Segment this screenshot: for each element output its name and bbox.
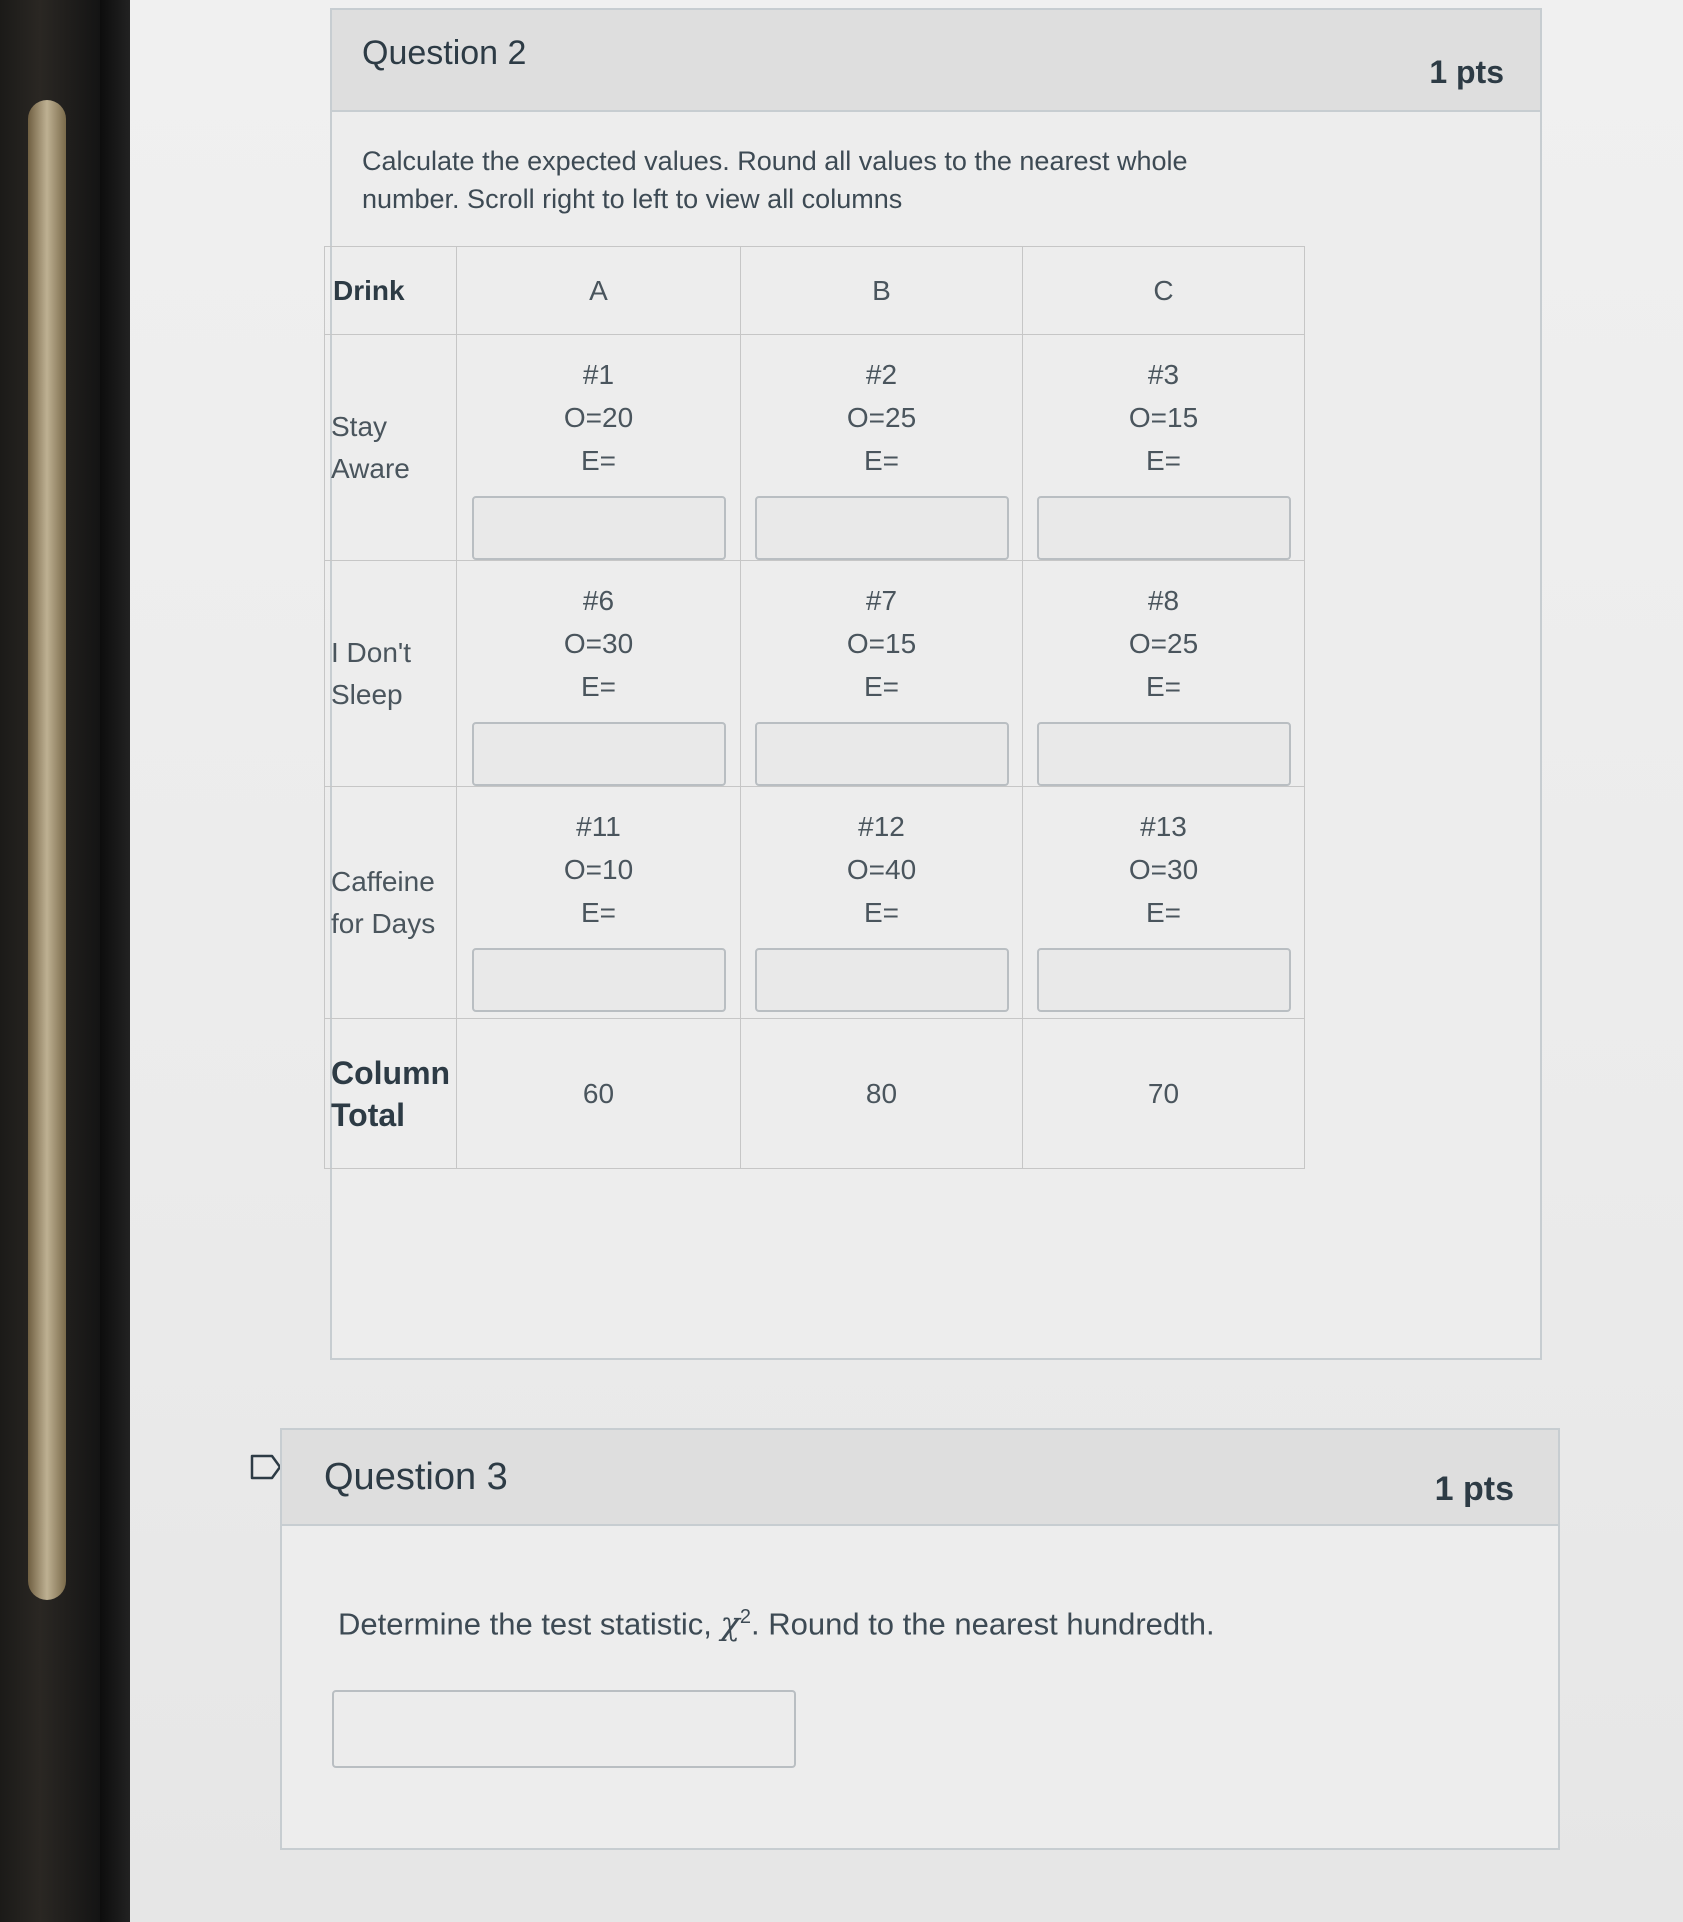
expected-input-2[interactable]	[755, 496, 1009, 560]
screen-edge	[100, 0, 130, 1922]
cell-expected-label: E=	[863, 445, 900, 476]
table-cell	[741, 561, 1023, 787]
column-header: A	[457, 247, 741, 335]
expected-input-1[interactable]	[472, 496, 726, 560]
question-2-header	[332, 10, 1540, 112]
cell-id: #12	[858, 811, 905, 842]
chi-symbol: χ	[720, 1604, 740, 1643]
question-3-header	[282, 1430, 1558, 1526]
cell-observed: O=25	[846, 402, 917, 433]
cell-id: #2	[865, 359, 898, 390]
table-cell	[457, 335, 741, 561]
expected-input-13[interactable]	[1037, 948, 1291, 1012]
cell-expected-label: E=	[1145, 897, 1182, 928]
question-title: Question 2	[362, 34, 527, 72]
table-header-row	[325, 247, 1305, 335]
table-cell	[457, 561, 741, 787]
table-cell	[457, 787, 741, 1019]
prompt-text-end: . Round to the nearest hundredth.	[751, 1606, 1215, 1642]
cell-expected-label: E=	[580, 671, 617, 702]
screen	[130, 0, 1683, 1922]
flag-outline-icon	[250, 1454, 282, 1480]
expected-input-6[interactable]	[472, 722, 726, 786]
table-cell	[1023, 335, 1305, 561]
corner-header: Drink	[325, 247, 457, 335]
chi-superscript: 2	[739, 1606, 751, 1628]
row-header: Column Total	[325, 1019, 457, 1169]
question-prompt: Calculate the expected values. Round all values to the nearest whole number. Scroll right to left to view all columns	[362, 146, 1188, 214]
question-points: 1 pts	[1434, 1470, 1514, 1508]
table-cell	[1023, 787, 1305, 1019]
expected-input-12[interactable]	[755, 948, 1009, 1012]
cell-observed: O=25	[1128, 628, 1199, 659]
question-title: Question 3	[324, 1456, 508, 1498]
row-header: Stay Aware	[325, 335, 457, 561]
cell-expected-label: E=	[1145, 671, 1182, 702]
cell-observed: O=20	[563, 402, 634, 433]
cell-id: #8	[1147, 585, 1180, 616]
cell-id: #7	[865, 585, 898, 616]
table-row	[325, 561, 1305, 787]
column-header: B	[741, 247, 1023, 335]
column-total-value: 70	[1023, 1019, 1305, 1169]
expected-input-8[interactable]	[1037, 722, 1291, 786]
table-cell	[1023, 561, 1305, 787]
row-header: I Don't Sleep	[325, 561, 457, 787]
column-total-row	[325, 1019, 1305, 1169]
question-2-card	[330, 8, 1542, 1360]
table-cell	[741, 335, 1023, 561]
contingency-table	[324, 246, 1305, 1169]
expected-input-11[interactable]	[472, 948, 726, 1012]
row-header: Caffeine for Days	[325, 787, 457, 1019]
cell-expected-label: E=	[863, 897, 900, 928]
table-row	[325, 787, 1305, 1019]
cell-id: #6	[582, 585, 615, 616]
flag-question-3-icon[interactable]	[250, 1454, 282, 1480]
prompt-text: Determine the test statistic,	[338, 1606, 721, 1642]
cell-id: #11	[576, 811, 621, 842]
cell-observed: O=30	[1128, 854, 1199, 885]
cell-expected-label: E=	[580, 445, 617, 476]
cell-id: #13	[1140, 811, 1187, 842]
cell-expected-label: E=	[863, 671, 900, 702]
cell-observed: O=15	[846, 628, 917, 659]
cell-id: #3	[1147, 359, 1180, 390]
question-3-card	[280, 1428, 1560, 1850]
expected-input-7[interactable]	[755, 722, 1009, 786]
column-total-value: 80	[741, 1019, 1023, 1169]
cell-observed: O=10	[563, 854, 634, 885]
expected-input-3[interactable]	[1037, 496, 1291, 560]
table-cell	[741, 787, 1023, 1019]
question-points: 1 pts	[1429, 54, 1504, 90]
question-prompt	[338, 1598, 1215, 1643]
table-row	[325, 335, 1305, 561]
column-total-value: 60	[457, 1019, 741, 1169]
cell-id: #1	[582, 359, 615, 390]
cell-expected-label: E=	[580, 897, 617, 928]
cell-observed: O=40	[846, 854, 917, 885]
bezel-reflection	[28, 100, 66, 1600]
column-header: C	[1023, 247, 1305, 335]
cell-observed: O=15	[1128, 402, 1199, 433]
cell-observed: O=30	[563, 628, 634, 659]
test-statistic-input[interactable]	[332, 1690, 796, 1768]
cell-expected-label: E=	[1145, 445, 1182, 476]
